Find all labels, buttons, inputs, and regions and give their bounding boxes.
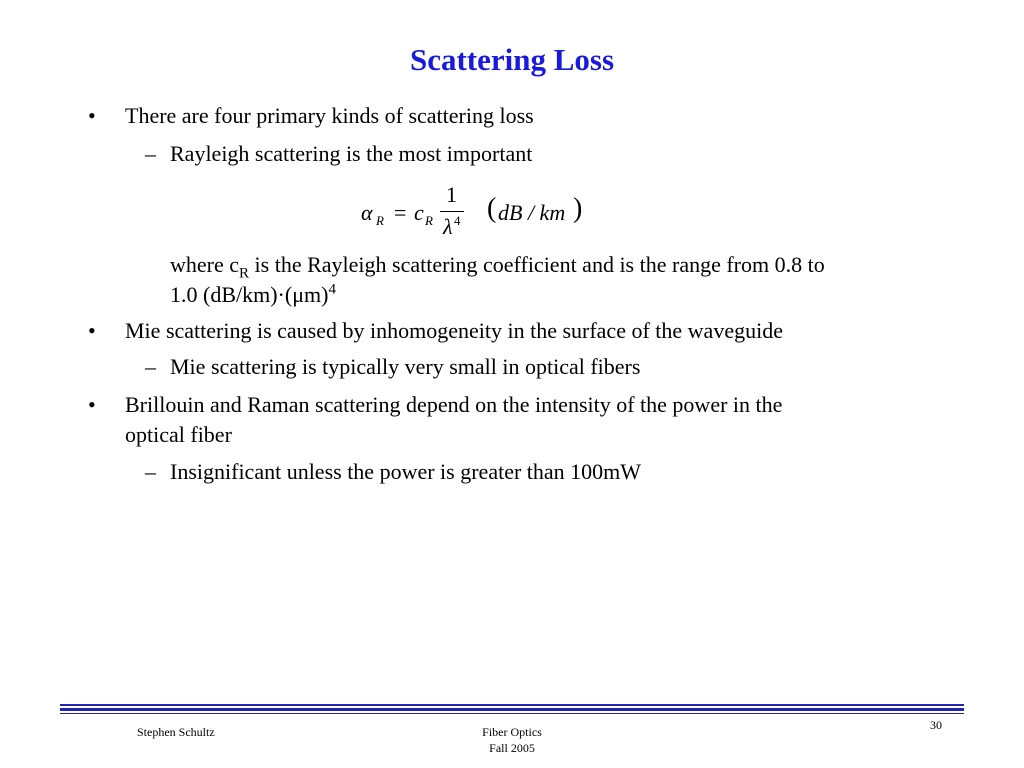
eq-c: c bbox=[414, 200, 424, 225]
rayleigh-equation bbox=[340, 178, 600, 248]
footer-term: Fall 2005 bbox=[489, 741, 535, 755]
where-rest: is the Rayleigh scattering coefficient and is the range from 0.8 to bbox=[249, 252, 825, 277]
where-line-1 bbox=[170, 251, 825, 282]
footer-rule-top bbox=[60, 704, 964, 706]
eq-c-sub: R bbox=[425, 213, 433, 228]
where-line2-text: 1.0 (dB/km)·(μm) bbox=[170, 282, 329, 307]
bullet-marker: • bbox=[88, 103, 96, 128]
eq-paren-open: ( bbox=[487, 193, 497, 224]
page-number: 30 bbox=[930, 718, 942, 732]
footer-author: Stephen Schultz bbox=[137, 725, 215, 739]
eq-alpha: α bbox=[361, 200, 373, 225]
eq-lambda-exp: 4 bbox=[454, 213, 461, 228]
bullet-text-line-2: optical fiber bbox=[125, 422, 232, 447]
where-line-2 bbox=[170, 281, 336, 309]
eq-lambda: λ bbox=[443, 214, 453, 239]
eq-paren-close: ) bbox=[573, 193, 583, 224]
subbullet-marker: – bbox=[145, 141, 156, 166]
where-prefix: where c bbox=[170, 252, 240, 277]
subbullet-text: Insignificant unless the power is greater than 100mW bbox=[170, 459, 642, 484]
eq-fraction-bar bbox=[440, 211, 464, 212]
slide-title: Scattering Loss bbox=[409, 42, 615, 77]
subbullet-marker: – bbox=[145, 459, 156, 484]
footer-rule-middle bbox=[60, 708, 964, 711]
bullet-text: There are four primary kinds of scattering loss bbox=[125, 103, 534, 128]
footer-course: Fiber Optics bbox=[482, 725, 542, 739]
bullet-text-line-1: Brillouin and Raman scattering depend on the intensity of the power in the bbox=[125, 392, 783, 417]
subbullet-marker: – bbox=[145, 354, 156, 379]
subbullet-text: Mie scattering is typically very small in optical fibers bbox=[170, 354, 641, 379]
eq-numerator: 1 bbox=[446, 182, 457, 207]
bullet-marker: • bbox=[88, 318, 96, 343]
bullet-text: Mie scattering is caused by inhomogeneity in the surface of the waveguide bbox=[125, 318, 783, 343]
subbullet-text: Rayleigh scattering is the most important bbox=[170, 141, 533, 166]
eq-alpha-sub: R bbox=[376, 213, 384, 228]
eq-unit: dB / km bbox=[498, 200, 566, 225]
bullet-marker: • bbox=[88, 392, 96, 417]
eq-equals: = bbox=[394, 200, 407, 225]
footer-rule-bottom bbox=[60, 713, 964, 714]
where-line2-sup: 4 bbox=[328, 281, 336, 298]
where-sub: R bbox=[239, 265, 250, 282]
